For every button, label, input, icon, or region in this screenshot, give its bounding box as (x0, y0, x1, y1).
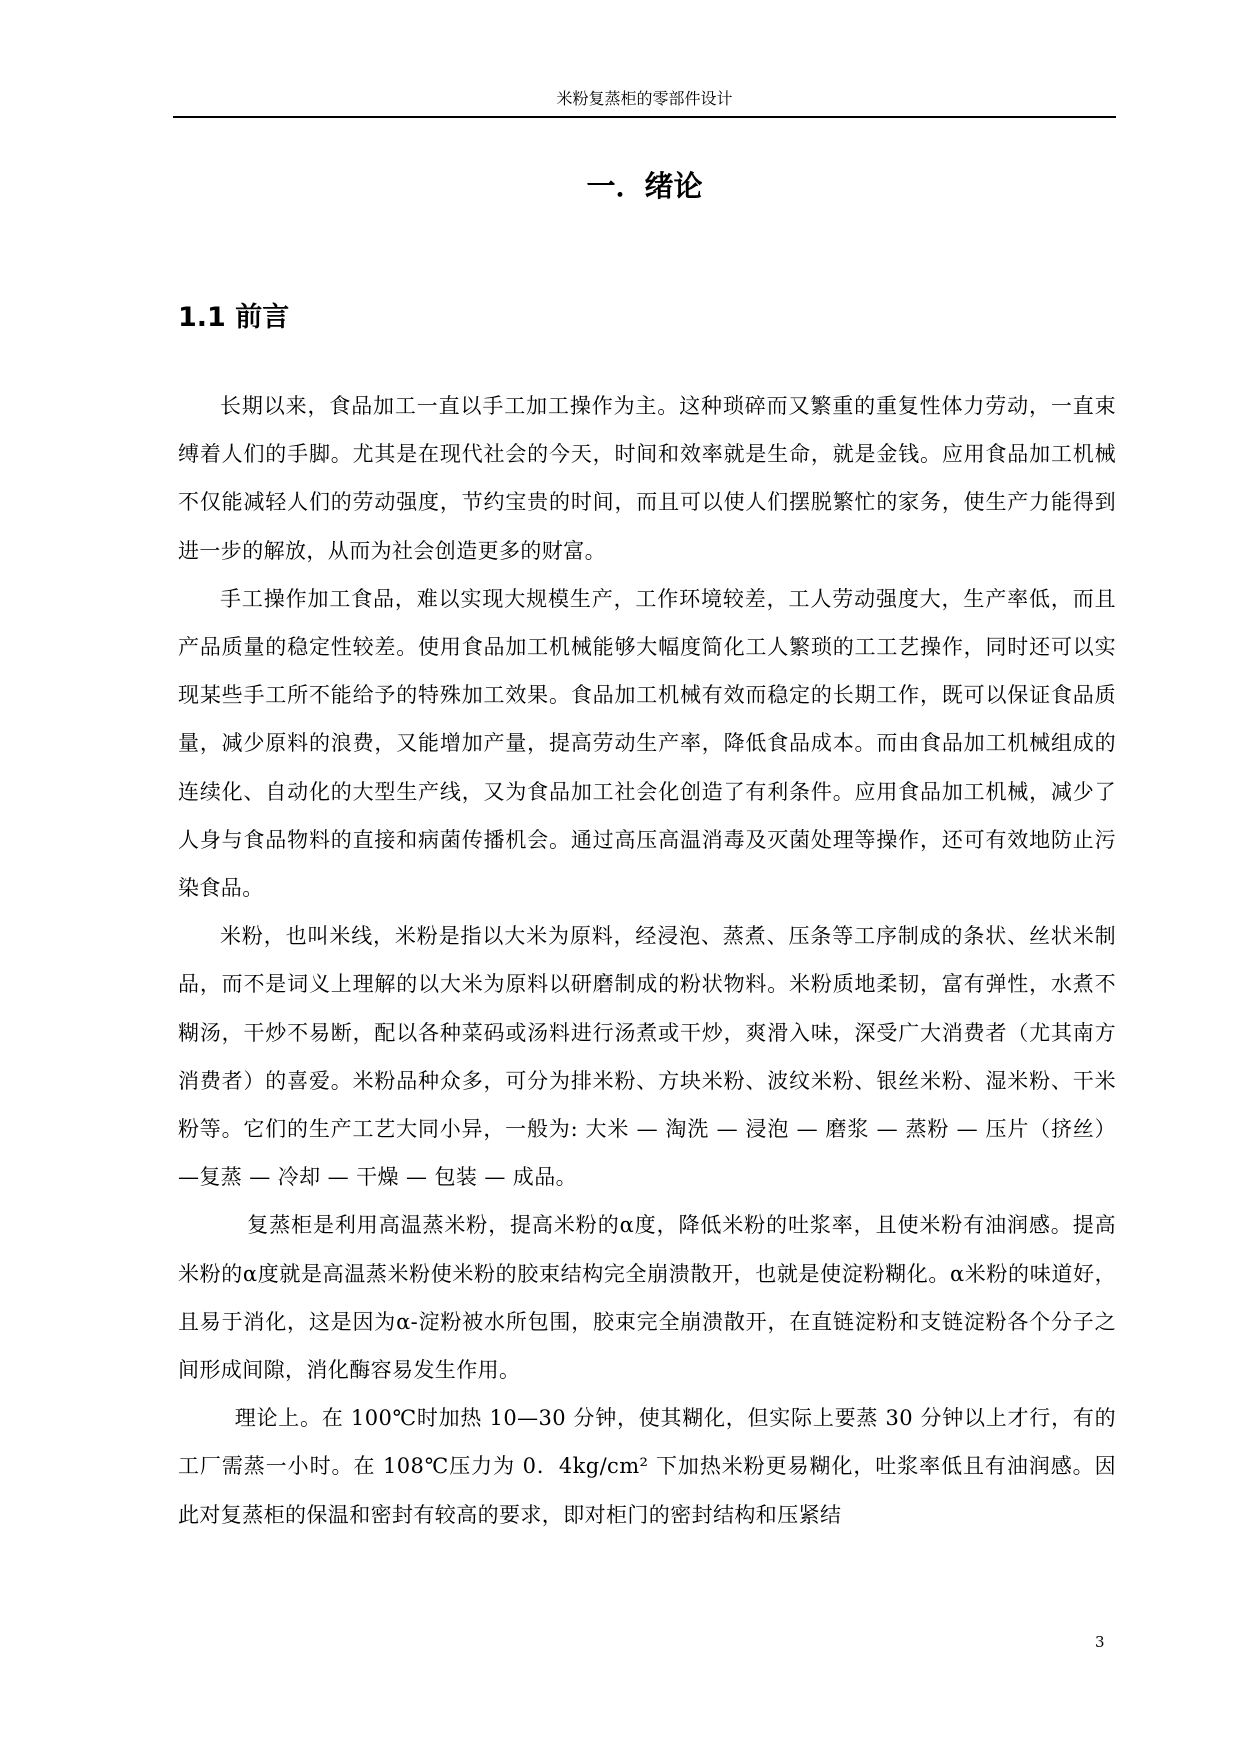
body-text (178, 382, 1116, 1539)
paragraph: 长期以来，食品加工一直以手工加工操作为主。这种琐碎而又繁重的重复性体力劳动，一直束缚着人们的手脚。尤其是在现代社会的今天，时间和效率就是生命，就是金钱。应用食品加工机械不仅能减轻人们的劳动强度，节约宝贵的时间，而且可以使人们摆脱繁忙的家务，使生产力能得到进一步的解放，从而为社会创造更多的财富。 (178, 394, 1116, 563)
paragraph: 复蒸柜是利用高温蒸米粉，提高米粉的α度，降低米粉的吐浆率，且使米粉有油润感。提高米粉的α度就是高温蒸米粉使米粉的胶束结构完全崩溃散开，也就是使淀粉糊化。α米粉的味道好，且易于消化，这是因为α-淀粉被水所包围，胶束完全崩溃散开，在直链淀粉和支链淀粉各个分子之间形成间隙，消化酶容易发生作用。 (178, 1213, 1116, 1383)
running-header: 米粉复蒸柜的零部件设计 (173, 86, 1116, 118)
paragraph: 手工操作加工食品，难以实现大规模生产，工作环境较差，工人劳动强度大，生产率低，而且产品质量的稳定性较差。使用食品加工机械能够大幅度简化工人繁琐的工工艺操作，同时还可以实现某些手工所不能给予的特殊加工效果。食品加工机械有效而稳定的长期工作，既可以保证食品质量，减少原料的浪费，又能增加产量，提高劳动生产率，降低食品成本。而由食品加工机械组成的连续化、自动化的大型生产线，又为食品加工社会化创造了有利条件。应用食品加工机械，减少了人身与食品物料的直接和病菌传播机会。通过高压高温消毒及灭菌处理等操作，还可有效地防止污染食品。 (178, 586, 1116, 901)
paragraph: 米粉，也叫米线，米粉是指以大米为原料，经浸泡、蒸煮、压条等工序制成的条状、丝状米制品，而不是词义上理解的以大米为原料以研磨制成的粉状物料。米粉质地柔韧，富有弹性，水煮不糊汤，干炒不易断，配以各种菜码或汤料进行汤煮或干炒，爽滑入味，深受广大消费者（尤其南方消费者）的喜爱。米粉品种众多，可分为排米粉、方块米粉、波纹米粉、银丝米粉、湿米粉、干米粉等。它们的生产工艺大同小异，一般为: 大米 — 淘洗 — 浸泡 — 磨浆 — 蒸粉 — 压片（挤丝）—复蒸 — 冷却 — 干燥 — 包装 — 成品。 (178, 924, 1116, 1190)
chapter-title: 一．绪论 (586, 169, 703, 203)
paragraph: 理论上。在 100℃时加热 10—30 分钟，使其糊化，但实际上要蒸 30 分钟以上才行，有的工厂需蒸一小时。在 108℃压力为 0．4kg/cm² 下加热米粉更易糊化，吐浆率低且有油润感。因此对复蒸柜的保温和密封有较高的要求，即对柜门的密封结构和压紧结 (178, 1406, 1116, 1527)
section-title: 1.1 前言 (178, 302, 290, 333)
page-number: 3 (1095, 1633, 1105, 1651)
